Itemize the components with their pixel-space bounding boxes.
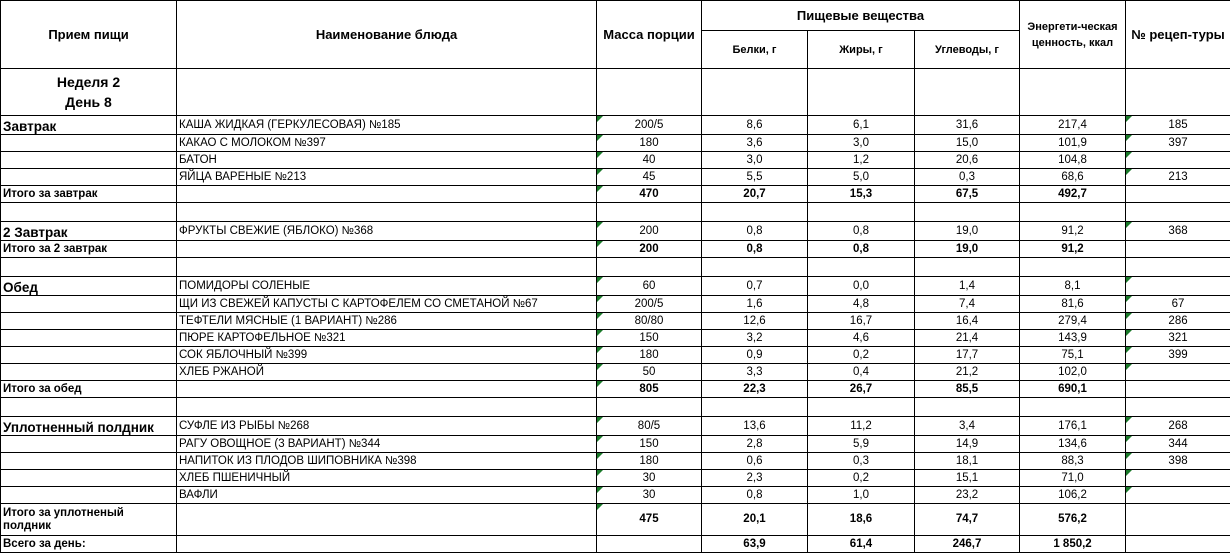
mass-cell: 40 [597,152,702,169]
recipe-cell [1126,277,1230,296]
energy-cell: 102,0 [1020,364,1126,381]
dish-cell: БАТОН [177,152,597,169]
recipe-cell: 286 [1126,313,1230,330]
protein-cell: 13,6 [702,417,808,436]
fat-cell: 0,8 [808,222,915,241]
mass-cell: 60 [597,277,702,296]
total-label: Итого за завтрак [1,186,177,203]
carbs-cell: 15,0 [915,135,1020,152]
dish-cell: НАПИТОК ИЗ ПЛОДОВ ШИПОВНИКА №398 [177,453,597,470]
energy-cell: 81,6 [1020,296,1126,313]
energy-cell: 176,1 [1020,417,1126,436]
carbs-cell: 3,4 [915,417,1020,436]
carbs-cell: 74,7 [915,504,1020,536]
dish-cell: РАГУ ОВОЩНОЕ (3 ВАРИАНТ) №344 [177,436,597,453]
header-nutrients: Пищевые вещества [702,1,1020,31]
energy-cell: 71,0 [1020,470,1126,487]
table-row [1,296,1230,313]
meal-cell [1,313,177,330]
protein-cell: 0,8 [702,222,808,241]
meal-cell [1,453,177,470]
mass-cell: 180 [597,347,702,364]
total-label: Итого за уплотненый полдник [1,504,177,536]
meal-cell [1,169,177,186]
table-row [1,417,1230,436]
carbs-cell: 0,3 [915,169,1020,186]
energy-cell: 68,6 [1020,169,1126,186]
energy-cell: 1 850,2 [1020,536,1126,553]
recipe-cell: 398 [1126,453,1230,470]
mass-cell: 30 [597,487,702,504]
dish-cell: ФРУКТЫ СВЕЖИЕ (ЯБЛОКО) №368 [177,222,597,241]
table-row [1,364,1230,381]
fat-cell: 11,2 [808,417,915,436]
protein-cell: 20,7 [702,186,808,203]
protein-cell: 3,2 [702,330,808,347]
protein-cell: 3,0 [702,152,808,169]
carbs-cell: 246,7 [915,536,1020,553]
header-fat: Жиры, г [808,31,915,69]
table-row [1,222,1230,241]
mass-cell: 200/5 [597,296,702,313]
carbs-cell: 20,6 [915,152,1020,169]
dish-cell: КАКАО С МОЛОКОМ №397 [177,135,597,152]
header-energy: Энергети-ческая ценность, ккал [1020,1,1126,69]
recipe-cell [1126,241,1230,258]
spacer-row [1,203,1230,222]
meal-cell [1,296,177,313]
meal-cell: Обед [1,277,177,296]
dish-cell [177,504,597,536]
table-row [1,277,1230,296]
protein-cell: 0,6 [702,453,808,470]
recipe-cell: 399 [1126,347,1230,364]
dish-cell: ЯЙЦА ВАРЕНЫЕ №213 [177,169,597,186]
dish-cell: ПОМИДОРЫ СОЛЕНЫЕ [177,277,597,296]
energy-cell: 492,7 [1020,186,1126,203]
recipe-cell [1126,381,1230,398]
week-number: Неделя 2 [56,74,121,90]
energy-cell: 576,2 [1020,504,1126,536]
mass-cell: 30 [597,470,702,487]
protein-cell: 0,8 [702,241,808,258]
energy-cell: 91,2 [1020,222,1126,241]
fat-cell: 5,9 [808,436,915,453]
dish-cell: КАША ЖИДКАЯ (ГЕРКУЛЕСОВАЯ) №185 [177,116,597,135]
header-protein: Белки, г [702,31,808,69]
fat-cell: 1,0 [808,487,915,504]
protein-cell: 2,3 [702,470,808,487]
carbs-cell: 19,0 [915,241,1020,258]
meal-cell [1,347,177,364]
protein-cell: 8,6 [702,116,808,135]
energy-cell: 101,9 [1020,135,1126,152]
week-row [1,69,1230,116]
header-dish: Наименование блюда [177,1,597,69]
fat-cell: 0,2 [808,347,915,364]
dish-cell: ХЛЕБ РЖАНОЙ [177,364,597,381]
energy-cell: 690,1 [1020,381,1126,398]
protein-cell: 5,5 [702,169,808,186]
fat-cell: 0,3 [808,453,915,470]
fat-cell: 5,0 [808,169,915,186]
fat-cell: 0,8 [808,241,915,258]
dish-cell: ЩИ ИЗ СВЕЖЕЙ КАПУСТЫ С КАРТОФЕЛЕМ СО СМЕТАНОЙ №67 [177,296,597,313]
energy-cell: 279,4 [1020,313,1126,330]
carbs-cell: 21,2 [915,364,1020,381]
carbs-cell: 1,4 [915,277,1020,296]
mass-cell: 475 [597,504,702,536]
total-row [1,536,1230,553]
dish-cell: ТЕФТЕЛИ МЯСНЫЕ (1 ВАРИАНТ) №286 [177,313,597,330]
mass-cell: 80/5 [597,417,702,436]
carbs-cell: 17,7 [915,347,1020,364]
meal-cell [1,470,177,487]
recipe-cell: 397 [1126,135,1230,152]
total-row [1,241,1230,258]
recipe-cell [1126,536,1230,553]
mass-cell: 470 [597,186,702,203]
fat-cell: 26,7 [808,381,915,398]
table-row [1,487,1230,504]
mass-cell: 805 [597,381,702,398]
energy-cell: 134,6 [1020,436,1126,453]
protein-cell: 20,1 [702,504,808,536]
total-row [1,186,1230,203]
table-row [1,135,1230,152]
energy-cell: 104,8 [1020,152,1126,169]
fat-cell: 4,6 [808,330,915,347]
header-carbs: Углеводы, г [915,31,1020,69]
energy-cell: 143,9 [1020,330,1126,347]
total-row [1,504,1230,536]
mass-cell: 150 [597,330,702,347]
fat-cell: 1,2 [808,152,915,169]
carbs-cell: 23,2 [915,487,1020,504]
carbs-cell: 18,1 [915,453,1020,470]
table-row [1,313,1230,330]
recipe-cell: 185 [1126,116,1230,135]
recipe-cell: 321 [1126,330,1230,347]
table-row [1,116,1230,135]
energy-cell: 91,2 [1020,241,1126,258]
recipe-cell: 268 [1126,417,1230,436]
table-row [1,152,1230,169]
table-row [1,347,1230,364]
protein-cell: 3,6 [702,135,808,152]
energy-cell: 88,3 [1020,453,1126,470]
week-label [1,69,177,116]
total-row [1,381,1230,398]
header-recipe: № рецеп-туры [1126,1,1230,69]
protein-cell: 0,8 [702,487,808,504]
fat-cell: 15,3 [808,186,915,203]
meal-cell [1,330,177,347]
protein-cell: 1,6 [702,296,808,313]
total-label: Всего за день: [1,536,177,553]
recipe-cell: 213 [1126,169,1230,186]
recipe-cell [1126,152,1230,169]
protein-cell: 3,3 [702,364,808,381]
protein-cell: 22,3 [702,381,808,398]
recipe-cell [1126,504,1230,536]
mass-cell: 180 [597,453,702,470]
dish-cell: ПЮРЕ КАРТОФЕЛЬНОЕ №321 [177,330,597,347]
dish-cell [177,536,597,553]
energy-cell: 106,2 [1020,487,1126,504]
carbs-cell: 85,5 [915,381,1020,398]
recipe-cell [1126,364,1230,381]
mass-cell [597,536,702,553]
dish-cell: ВАФЛИ [177,487,597,504]
meal-cell: 2 Завтрак [1,222,177,241]
fat-cell: 18,6 [808,504,915,536]
carbs-cell: 15,1 [915,470,1020,487]
mass-cell: 200 [597,241,702,258]
mass-cell: 200/5 [597,116,702,135]
mass-cell: 200 [597,222,702,241]
carbs-cell: 16,4 [915,313,1020,330]
dish-cell [177,381,597,398]
fat-cell: 6,1 [808,116,915,135]
protein-cell: 0,9 [702,347,808,364]
carbs-cell: 21,4 [915,330,1020,347]
mass-cell: 180 [597,135,702,152]
mass-cell: 80/80 [597,313,702,330]
protein-cell: 12,6 [702,313,808,330]
meal-cell [1,487,177,504]
mass-cell: 50 [597,364,702,381]
day-number: День 8 [65,94,112,110]
dish-cell: ХЛЕБ ПШЕНИЧНЫЙ [177,470,597,487]
fat-cell: 0,2 [808,470,915,487]
meal-cell [1,152,177,169]
table-row [1,453,1230,470]
energy-cell: 75,1 [1020,347,1126,364]
meal-cell [1,135,177,152]
recipe-cell [1126,487,1230,504]
energy-cell: 217,4 [1020,116,1126,135]
meal-cell [1,436,177,453]
recipe-cell: 344 [1126,436,1230,453]
dish-cell: СУФЛЕ ИЗ РЫБЫ №268 [177,417,597,436]
dish-cell [177,186,597,203]
recipe-cell: 368 [1126,222,1230,241]
energy-cell: 8,1 [1020,277,1126,296]
table-row [1,470,1230,487]
header-meal: Прием пищи [1,1,177,69]
recipe-cell [1126,186,1230,203]
carbs-cell: 7,4 [915,296,1020,313]
spacer-row [1,258,1230,277]
dish-cell [177,241,597,258]
fat-cell: 61,4 [808,536,915,553]
protein-cell: 2,8 [702,436,808,453]
spacer-row [1,398,1230,417]
meal-cell [1,364,177,381]
meal-cell: Уплотненный полдник [1,417,177,436]
fat-cell: 4,8 [808,296,915,313]
mass-cell: 150 [597,436,702,453]
protein-cell: 0,7 [702,277,808,296]
fat-cell: 3,0 [808,135,915,152]
fat-cell: 0,0 [808,277,915,296]
dish-cell: СОК ЯБЛОЧНЫЙ №399 [177,347,597,364]
table-row [1,436,1230,453]
fat-cell: 16,7 [808,313,915,330]
total-label: Итого за 2 завтрак [1,241,177,258]
recipe-cell [1126,470,1230,487]
carbs-cell: 14,9 [915,436,1020,453]
recipe-cell: 67 [1126,296,1230,313]
table-row [1,330,1230,347]
meal-cell: Завтрак [1,116,177,135]
carbs-cell: 31,6 [915,116,1020,135]
mass-cell: 45 [597,169,702,186]
total-label: Итого за обед [1,381,177,398]
carbs-cell: 67,5 [915,186,1020,203]
protein-cell: 63,9 [702,536,808,553]
table-row [1,169,1230,186]
header-mass: Масса порции [597,1,702,69]
carbs-cell: 19,0 [915,222,1020,241]
fat-cell: 0,4 [808,364,915,381]
